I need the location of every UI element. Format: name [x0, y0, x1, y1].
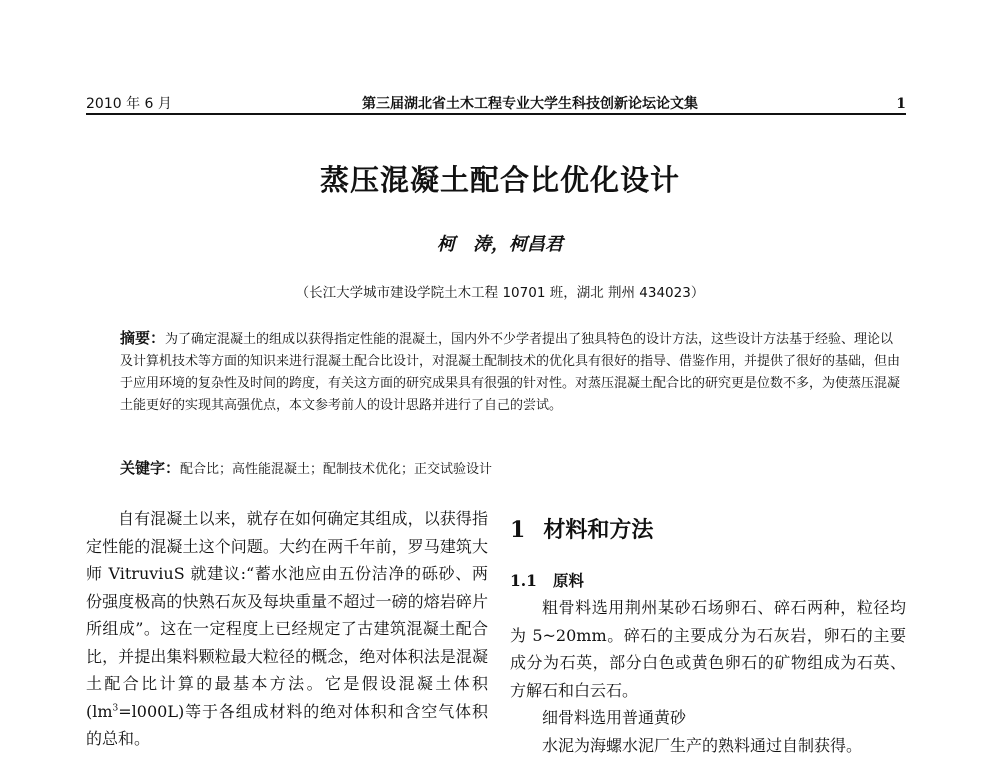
page-number: 1	[896, 96, 906, 112]
intro-paragraph	[86, 505, 488, 753]
affiliation: （长江大学城市建设学院土木工程 10701 班，湖北 荆州 434023）	[295, 285, 705, 301]
left-column	[86, 505, 488, 753]
subsection-title: 原料	[552, 571, 584, 590]
abstract-label: 摘要：	[120, 329, 166, 347]
paper-title: 蒸压混凝土配合比优化设计	[319, 163, 680, 197]
coarse-aggregate-paragraph: 粗骨料选用荆州某砂石场卵石、碎石两种，粒径均为 5~20mm。碎石的主要成分为石灰岩，卵石的主要成分为石英，部分白色或黄色卵石的矿物组成为石英、方解石和白云石。	[510, 598, 906, 700]
section-number: 1	[510, 517, 526, 543]
keywords-text: 配合比；高性能混凝土；配制技术优化；正交试验设计	[180, 462, 493, 477]
subsection-number: 1.1	[510, 571, 537, 590]
fine-aggregate-paragraph: 细骨料选用普通黄砂	[542, 708, 687, 727]
subsection-heading	[510, 567, 906, 594]
abstract	[120, 327, 900, 417]
header-rule	[86, 113, 906, 115]
authors: 柯 涛，柯昌君	[437, 234, 563, 255]
abstract-text: 为了确定混凝土的组成以获得指定性能的混凝土，国内外不少学者提出了独具特色的设计方法，这些设计方法基于经验、理论以及计算机技术等方面的知识来进行混凝土配合比设计，对混凝土配制技术的优化具有很好的指导、借鉴作用，并提供了很好的基础，但由于应用环境的复杂性及时间的跨度，有关这方面的研究成果具有很强的针对性。对蒸压混凝土配合比的研究更是位数不多，为使蒸压混凝土能更好的实现其高强优点，本文参考前人的设计思路并进行了自己的尝试。	[120, 332, 901, 413]
header-journal-title: 第三届湖北省土木工程专业大学生科技创新论坛论文集	[362, 96, 698, 112]
section-heading	[510, 515, 906, 545]
keywords	[120, 457, 900, 481]
intro-text: 自有混凝土以来，就存在如何确定其组成，以获得指定性能的混凝土这个问题。大约在两千年前，罗马建筑大师 VitruviuS 就建议:“蓄水池应由五份洁净的砾砂、两份强度极高的快熟石灰及每块重量不超过一磅的熔岩碎片所组成”。这在一定程度上已经规定了古建筑混凝土配合比，并提出集料颗粒最大粒径的概念，绝对体积法是混凝土配合比计算的最基本方法。它是假设混凝土体积(lm	[86, 509, 488, 721]
intro-text-end: =l000L)等于各组成材料的绝对体积和含空气体积的总和。	[86, 701, 488, 748]
keywords-label: 关键字：	[120, 459, 181, 477]
cement-paragraph: 水泥为海螺水泥厂生产的熟料通过自制获得。	[542, 735, 863, 755]
section-title: 材料和方法	[543, 517, 654, 543]
header-date: 2010 年 6 月	[86, 96, 172, 112]
superscript: 3	[112, 703, 119, 714]
right-column	[510, 505, 906, 759]
